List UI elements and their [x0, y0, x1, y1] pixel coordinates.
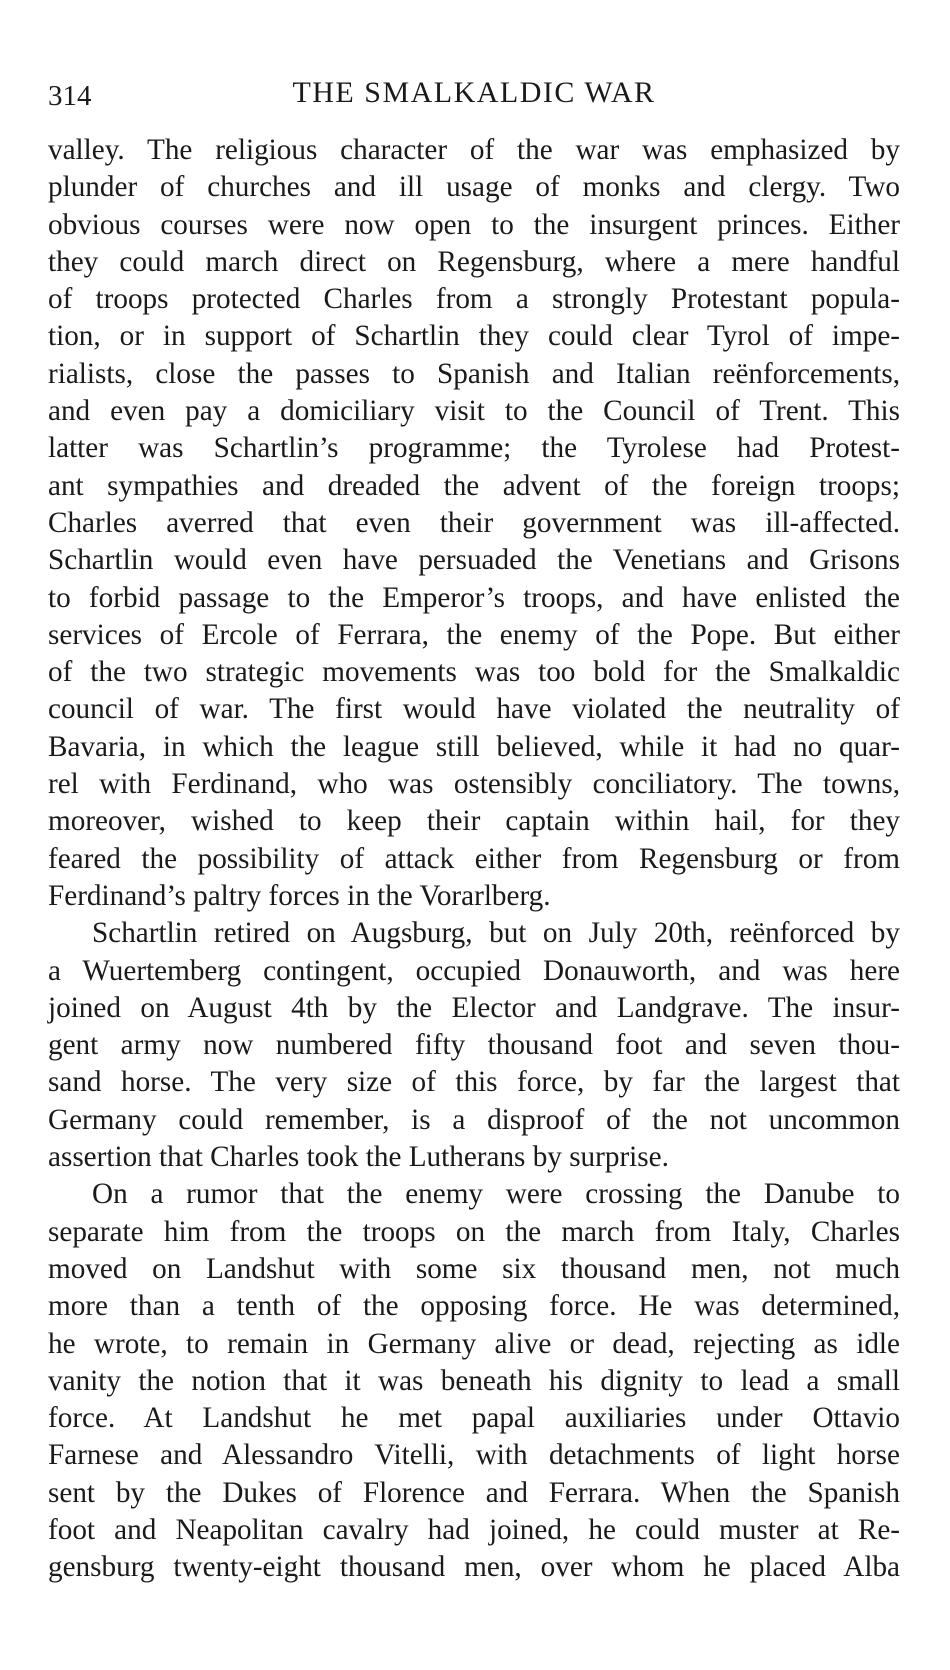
- text-line: moved on Landshut with some six thousand men, not much: [48, 1252, 900, 1285]
- running-title: THE SMALKALDIC WAR: [292, 76, 656, 109]
- text-line: to forbid passage to the Emperor’s troops, and have enlisted the: [48, 581, 900, 614]
- text-line: Charles averred that even their government was ill-affected.: [48, 506, 900, 539]
- text-line: rel with Ferdinand, who was ostensibly conciliatory. The towns,: [48, 768, 900, 801]
- text-line: latter was Schartlin’s programme; the Tyrolese had Protest-: [48, 432, 900, 465]
- text-line: a Wuertemberg contingent, occupied Donauworth, and was here: [48, 954, 900, 987]
- text-line: ant sympathies and dreaded the advent of the foreign troops;: [48, 469, 900, 502]
- text-line: Bavaria, in which the league still believed, while it had no quar-: [48, 730, 900, 763]
- text-line: rialists, close the passes to Spanish and Italian reënforcements,: [48, 357, 900, 390]
- text-line: of the two strategic movements was too bold for the Smalkaldic: [48, 656, 900, 689]
- text-line: sand horse. The very size of this force, by far the largest that: [48, 1066, 900, 1099]
- text-line: plunder of churches and ill usage of monks and clergy. Two: [48, 171, 900, 204]
- book-page: [48, 70, 900, 1587]
- text-line: feared the possibility of attack either from Regensburg or from: [48, 842, 900, 875]
- text-line: gent army now numbered fifty thousand foot and seven thou-: [48, 1029, 900, 1062]
- text-line: joined on August 4th by the Elector and Landgrave. The insur-: [48, 991, 900, 1024]
- text-line: Schartlin would even have persuaded the Venetians and Grisons: [48, 544, 900, 577]
- text-line: Farnese and Alessandro Vitelli, with detachments of light horse: [48, 1439, 900, 1472]
- text-line: more than a tenth of the opposing force. He was determined,: [48, 1290, 900, 1323]
- text-line: he wrote, to remain in Germany alive or dead, rejecting as idle: [48, 1327, 900, 1360]
- paragraph-3: [48, 1176, 900, 1586]
- text-line: Ferdinand’s paltry forces in the Vorarlberg.: [48, 879, 551, 912]
- text-line: foot and Neapolitan cavalry had joined, he could muster at Re-: [48, 1513, 900, 1546]
- text-line: and even pay a domiciliary visit to the Council of Trent. This: [48, 395, 900, 428]
- paragraph-2: [48, 915, 900, 1176]
- page-header: [48, 70, 900, 120]
- paragraph-1: [48, 132, 900, 915]
- page-number: 314: [48, 80, 92, 112]
- text-line: of troops protected Charles from a strongly Protestant popula-: [48, 283, 900, 316]
- text-line: council of war. The first would have violated the neutrality of: [48, 693, 900, 726]
- text-line: force. At Landshut he met papal auxiliaries under Ottavio: [48, 1402, 900, 1435]
- text-line: vanity the notion that it was beneath his dignity to lead a small: [48, 1364, 900, 1397]
- body-text: [48, 132, 900, 1587]
- text-line: services of Ercole of Ferrara, the enemy of the Pope. But either: [48, 618, 900, 651]
- text-line: sent by the Dukes of Florence and Ferrara. When the Spanish: [48, 1476, 900, 1509]
- text-line: assertion that Charles took the Lutherans by surprise.: [48, 1141, 669, 1174]
- text-line: Schartlin retired on Augsburg, but on July 20th, reënforced by: [92, 917, 900, 950]
- text-line: valley. The religious character of the war was emphasized by: [48, 134, 900, 166]
- text-line: obvious courses were now open to the insurgent princes. Either: [48, 208, 900, 241]
- text-line: On a rumor that the enemy were crossing the Danube to: [92, 1178, 900, 1211]
- text-line: moreover, wished to keep their captain within hail, for they: [48, 805, 900, 838]
- text-line: tion, or in support of Schartlin they could clear Tyrol of impe-: [48, 320, 900, 353]
- text-line: they could march direct on Regensburg, where a mere handful: [48, 245, 900, 278]
- text-line: separate him from the troops on the march from Italy, Charles: [48, 1215, 900, 1248]
- text-line: gensburg twenty-eight thousand men, over whom he placed Alba: [48, 1551, 900, 1584]
- text-line: Germany could remember, is a disproof of the not uncommon: [48, 1103, 900, 1136]
